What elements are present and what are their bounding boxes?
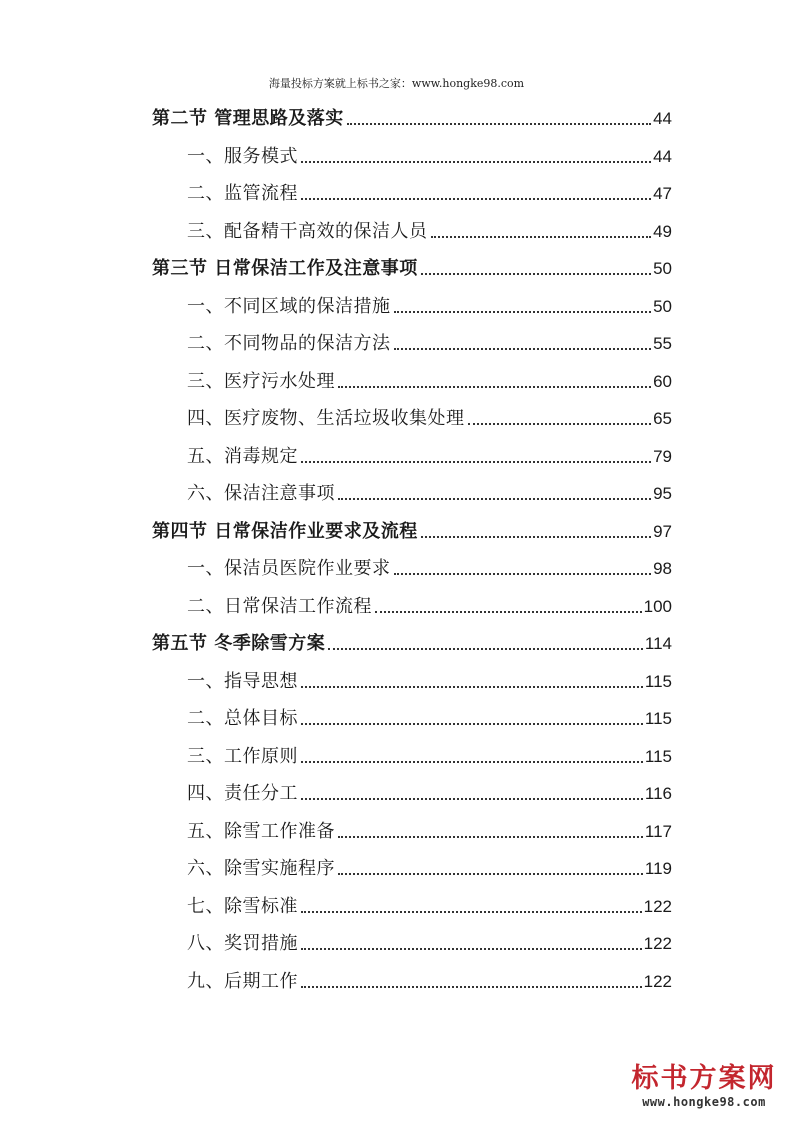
toc-entry-page-number: 117 [644, 821, 672, 841]
logo-title: 标书方案网 [631, 1063, 777, 1094]
logo-url: www.hongke98.com [642, 1095, 766, 1109]
site-logo [629, 1063, 779, 1109]
toc-entry-page-number: 50 [653, 296, 672, 316]
toc-subsection-entry[interactable] [187, 706, 672, 730]
toc-entry-title: 第五节 冬季除雪方案 [152, 633, 326, 654]
toc-dot-leader [301, 761, 643, 763]
toc-dot-leader [338, 386, 651, 388]
toc-entry-page-number: 95 [653, 484, 672, 503]
toc-entry-title: 二、不同物品的保洁方法 [187, 333, 391, 354]
toc-entry-title: 六、保洁注意事项 [187, 483, 335, 504]
toc-dot-leader [301, 723, 643, 725]
toc-entry-page-number: 122 [643, 971, 672, 991]
toc-dot-leader [301, 798, 643, 800]
toc-entry-page-number: 115 [644, 671, 672, 691]
toc-entry-title: 一、指导思想 [187, 670, 298, 692]
toc-dot-leader [431, 236, 652, 238]
toc-subsection-entry[interactable] [187, 144, 672, 168]
toc-entry-title: 七、除雪标准 [187, 895, 298, 917]
toc-dot-leader [421, 536, 651, 538]
toc-entry-title: 第四节 日常保洁作业要求及流程 [152, 520, 418, 542]
toc-entry-title: 一、不同区域的保洁措施 [187, 295, 391, 317]
toc-entry-title: 二、监管流程 [187, 183, 298, 204]
toc-subsection-entry[interactable] [187, 369, 672, 393]
toc-subsection-entry[interactable] [187, 556, 672, 580]
toc-subsection-entry[interactable] [187, 781, 672, 805]
toc-subsection-entry[interactable] [187, 894, 672, 918]
toc-entry-title: 第三节 日常保洁工作及注意事项 [152, 258, 418, 279]
toc-dot-leader [338, 873, 643, 875]
toc-dot-leader [301, 986, 642, 988]
toc-section-entry[interactable] [152, 519, 672, 543]
toc-entry-title: 五、消毒规定 [187, 445, 298, 467]
toc-entry-page-number: 98 [653, 559, 672, 578]
toc-entry-page-number: 49 [653, 221, 672, 241]
toc-dot-leader [338, 498, 651, 500]
toc-subsection-entry[interactable] [187, 181, 672, 205]
toc-dot-leader [421, 273, 651, 275]
toc-subsection-entry[interactable] [187, 481, 672, 505]
toc-entry-title: 一、保洁员医院作业要求 [187, 558, 391, 579]
toc-dot-leader [394, 573, 652, 575]
toc-subsection-entry[interactable] [187, 594, 672, 618]
toc-section-entry[interactable] [152, 106, 672, 130]
toc-entry-page-number: 122 [643, 896, 672, 916]
toc-dot-leader [394, 348, 652, 350]
toc-entry-page-number: 97 [653, 521, 672, 541]
toc-dot-leader [394, 311, 652, 313]
toc-dot-leader [301, 198, 651, 200]
toc-dot-leader [301, 686, 643, 688]
toc-entry-title: 第二节 管理思路及落实 [152, 108, 344, 129]
toc-subsection-entry[interactable] [187, 406, 672, 430]
toc-subsection-entry[interactable] [187, 856, 672, 880]
toc-entry-page-number: 44 [653, 146, 672, 166]
toc-entry-title: 八、奖罚措施 [187, 933, 298, 954]
toc-subsection-entry[interactable] [187, 819, 672, 843]
toc-entry-page-number: 115 [644, 746, 672, 766]
toc-entry-title: 二、总体目标 [187, 708, 298, 729]
toc-entry-page-number: 79 [653, 446, 672, 466]
toc-section-entry[interactable] [152, 256, 672, 280]
toc-entry-page-number: 50 [653, 259, 672, 278]
toc-entry-title: 三、工作原则 [187, 745, 298, 767]
toc-dot-leader [301, 948, 642, 950]
toc-subsection-entry[interactable] [187, 444, 672, 468]
toc-subsection-entry[interactable] [187, 969, 672, 993]
toc-entry-title: 四、医疗废物、生活垃圾收集处理 [187, 408, 465, 429]
toc-entry-title: 一、服务模式 [187, 145, 298, 167]
toc-entry-page-number: 47 [653, 184, 672, 203]
toc-entry-title: 九、后期工作 [187, 970, 298, 992]
toc-entry-page-number: 114 [644, 634, 672, 653]
toc-entry-page-number: 115 [644, 709, 672, 728]
toc-entry-page-number: 119 [644, 859, 672, 878]
toc-entry-page-number: 65 [653, 409, 672, 428]
toc-dot-leader [328, 648, 643, 650]
toc-entry-page-number: 55 [653, 334, 672, 353]
toc-entry-page-number: 116 [644, 784, 672, 803]
toc-subsection-entry[interactable] [187, 744, 672, 768]
toc-dot-leader [301, 911, 642, 913]
toc-subsection-entry[interactable] [187, 294, 672, 318]
toc-entry-page-number: 100 [643, 596, 672, 616]
toc-entry-page-number: 122 [643, 934, 672, 953]
toc-dot-leader [375, 611, 642, 613]
toc-subsection-entry[interactable] [187, 669, 672, 693]
toc-entry-title: 二、日常保洁工作流程 [187, 595, 372, 617]
toc-dot-leader [347, 123, 651, 125]
toc-subsection-entry[interactable] [187, 219, 672, 243]
toc-dot-leader [301, 161, 651, 163]
toc-dot-leader [468, 423, 652, 425]
toc-entry-title: 三、配备精干高效的保洁人员 [187, 220, 428, 242]
toc-entry-title: 五、除雪工作准备 [187, 820, 335, 842]
toc-entry-page-number: 44 [653, 109, 672, 128]
toc-subsection-entry[interactable] [187, 331, 672, 355]
toc-entry-page-number: 60 [653, 371, 672, 391]
toc-entry-title: 四、责任分工 [187, 783, 298, 804]
toc-dot-leader [301, 461, 651, 463]
toc-entry-title: 三、医疗污水处理 [187, 370, 335, 392]
toc-dot-leader [338, 836, 643, 838]
toc-subsection-entry[interactable] [187, 931, 672, 955]
page-header: 海量投标方案就上标书之家：www.hongke98.com [268, 77, 525, 90]
toc-section-entry[interactable] [152, 631, 672, 655]
toc-entry-title: 六、除雪实施程序 [187, 858, 335, 879]
